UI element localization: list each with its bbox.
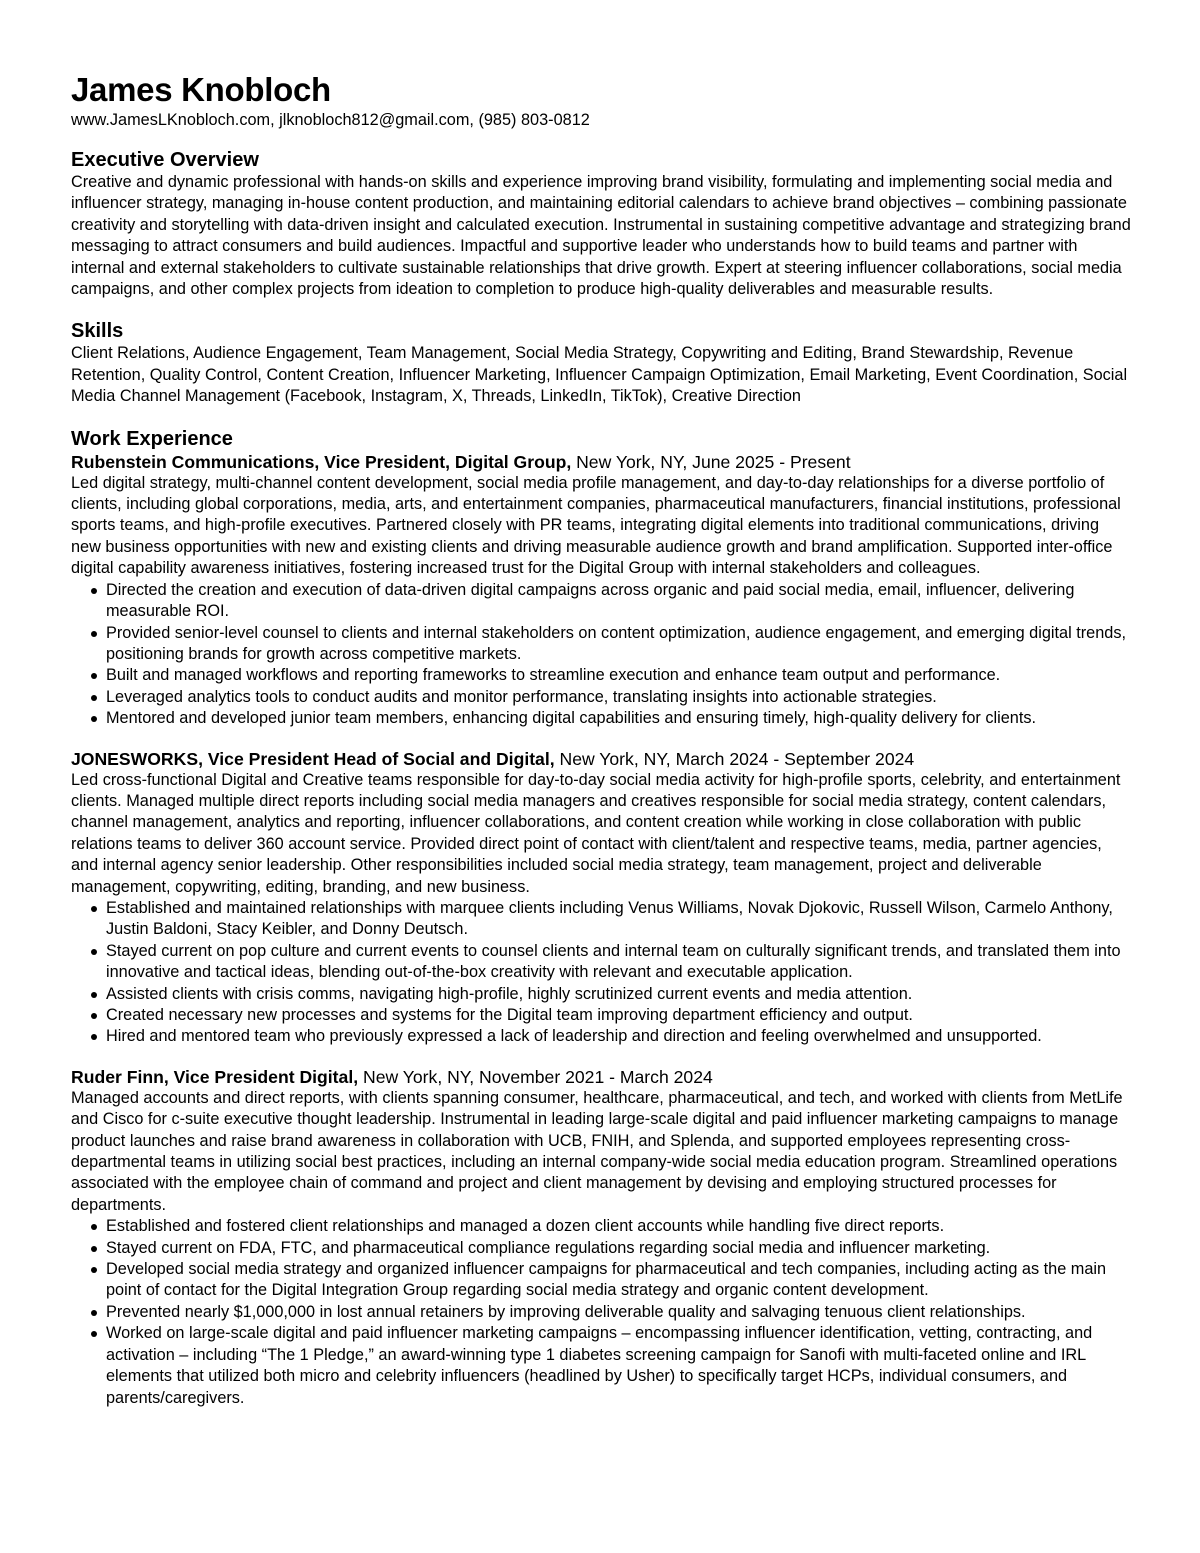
list-item: Created necessary new processes and systems for the Digital team improving department efficiency and output. [106,1005,1133,1026]
list-item: Mentored and developed junior team members, enhancing digital capabilities and ensuring timely, high-quality delivery for clients. [106,708,1133,729]
job-details: New York, NY, November 2021 - March 2024 [358,1066,713,1087]
job-bullets [71,898,1133,1048]
job-bullets [71,1216,1133,1409]
list-item: Stayed current on FDA, FTC, and pharmaceutical compliance regulations regarding social media and influencer marketing. [106,1238,1133,1259]
job-org-title: JONESWORKS, Vice President Head of Social and Digital, [71,748,555,769]
job-bullets [71,580,1133,730]
list-item: Directed the creation and execution of data-driven digital campaigns across organic and paid social media, email, influencer, delivering measurable ROI. [106,580,1133,623]
list-item: Established and maintained relationships with marquee clients including Venus Williams, Novak Djokovic, Russell Wilson, Carmelo Anthony, Justin Baldoni, Stacy Keibler, and Donny Deutsch. [106,898,1133,941]
list-item: Hired and mentored team who previously expressed a lack of leadership and direction and feeling overwhelmed and unsupported. [106,1026,1133,1047]
job-details: New York, NY, June 2025 - Present [571,451,851,472]
skills-section [71,319,1133,407]
list-item: Developed social media strategy and organized influencer campaigns for pharmaceutical and tech companies, including acting as the main point of contact for the Digital Integration Group regarding social media strategy and organic content development. [106,1259,1133,1302]
list-item: Built and managed workflows and reporting frameworks to streamline execution and enhance team output and performance. [106,665,1133,686]
skills-text: Client Relations, Audience Engagement, Team Management, Social Media Strategy, Copywriting and Editing, Brand Stewardship, Revenue Retention, Quality Control, Content Creation, Influencer Marketing, Influencer Campaign Optimization, Email Marketing, Event Coordination, Social Media Channel Management (Facebook, Instagram, X, Threads, LinkedIn, TikTok), Creative Direction [71,344,1128,406]
list-item: Stayed current on pop culture and current events to counsel clients and internal team on culturally significant trends, and translated them into innovative and tactical ideas, blending out-of-the-box creativity with relevant and executable application. [106,941,1133,984]
candidate-name: James Knobloch [71,71,331,108]
resume-page [71,70,1133,1427]
overview-text: Creative and dynamic professional with hands-on skills and experience improving brand visibility, formulating and implementing social media and influencer strategy, managing in-house content production, and maintaining editorial calendars to achieve brand objectives – combining passionate creativity and storytelling with data-driven insight and calculated execution. Instrumental in sustaining competitive advantage and strategizing brand messaging to attract consumers and build audiences. Impactful and supportive leader who understands how to build teams and partner with internal and external stakeholders to cultivate sustainable relationships that drive growth. Expert at steering influencer collaborations, social media campaigns, and other complex projects from ideation to completion to produce high-quality deliverables and measurable results. [71,173,1131,299]
job-entry [71,748,1133,1048]
job-details: New York, NY, March 2024 - September 2024 [554,748,915,769]
job-summary: Led digital strategy, multi-channel content development, social media profile management, and day-to-day relationships for a diverse portfolio of clients, including global corporations, media, arts, and entertainment companies, pharmaceutical manufacturers, financial institutions, professional sports teams, and high-profile executives. Partnered closely with PR teams, integrating digital elements into traditional communications, driving new business opportunities with new and existing clients and driving measurable audience growth and brand amplification. Supported inter-office digital capability awareness initiatives, fostering increased trust for the Digital Group with internal stakeholders and colleagues. [71,473,1121,578]
executive-overview-section [71,148,1133,300]
job-header [71,748,1133,770]
job-org-title: Ruder Finn, Vice President Digital, [71,1066,359,1087]
job-summary: Managed accounts and direct reports, with clients spanning consumer, healthcare, pharmaceutical, and tech, and worked with clients from MetLife and Cisco for c-suite executive thought leadership. Instrumental in leading large-scale digital and paid influencer marketing campaigns to manage product launches and raise brand awareness in collaboration with UCB, FNIH, and Splenda, and supported employees representing cross-departmental teams in utilizing social best practices, including an internal company-wide social media education program. Streamlined operations associated with the employee chain of command and project and client management by devising and employing structured processes for departments. [71,1088,1123,1214]
section-heading: Skills [71,320,124,343]
job-org-title: Rubenstein Communications, Vice President, Digital Group, [71,451,572,472]
job-entry [71,451,1133,730]
work-experience-section [71,427,1133,1409]
list-item: Prevented nearly $1,000,000 in lost annual retainers by improving deliverable quality and salvaging tenuous client relationships. [106,1302,1133,1323]
section-heading: Work Experience [71,427,233,450]
list-item: Worked on large-scale digital and paid influencer marketing campaigns – encompassing influencer identification, vetting, contracting, and activation – including “The 1 Pledge,” an award-winning type 1 diabetes screening campaign for Sanofi with multi-faceted online and IRL elements that utilized both micro and celebrity influencers (headlined by Usher) to specifically target HCPs, individual consumers, and parents/caregivers. [106,1323,1133,1409]
list-item: Leveraged analytics tools to conduct audits and monitor performance, translating insights into actionable strategies. [106,687,1133,708]
job-header [71,1066,1133,1088]
job-summary: Led cross-functional Digital and Creative teams responsible for day-to-day social media activity for high-profile sports, celebrity, and entertainment clients. Managed multiple direct reports including social media managers and creatives responsible for social media strategy, content calendars, channel management, analytics and reporting, influencer collaborations, and content creation while working in close collaboration with public relations teams to deliver 360 account service. Provided direct point of contact with client/talent and respective teams, media, partner agencies, and internal agency senior leadership. Other responsibilities included social media strategy, team management, project and deliverable management, copywriting, editing, branding, and new business. [71,770,1121,896]
list-item: Provided senior-level counsel to clients and internal stakeholders on content optimization, audience engagement, and emerging digital trends, positioning brands for growth across competitive markets. [106,623,1133,666]
list-item: Assisted clients with crisis comms, navigating high-profile, highly scrutinized current events and media attention. [106,984,1133,1005]
job-header [71,451,1133,473]
list-item: Established and fostered client relationships and managed a dozen client accounts while handling five direct reports. [106,1216,1133,1237]
contact-info: www.JamesLKnobloch.com, jlknobloch812@gmail.com, (985) 803-0812 [71,111,590,129]
job-entry [71,1066,1133,1409]
section-heading: Executive Overview [71,149,259,171]
